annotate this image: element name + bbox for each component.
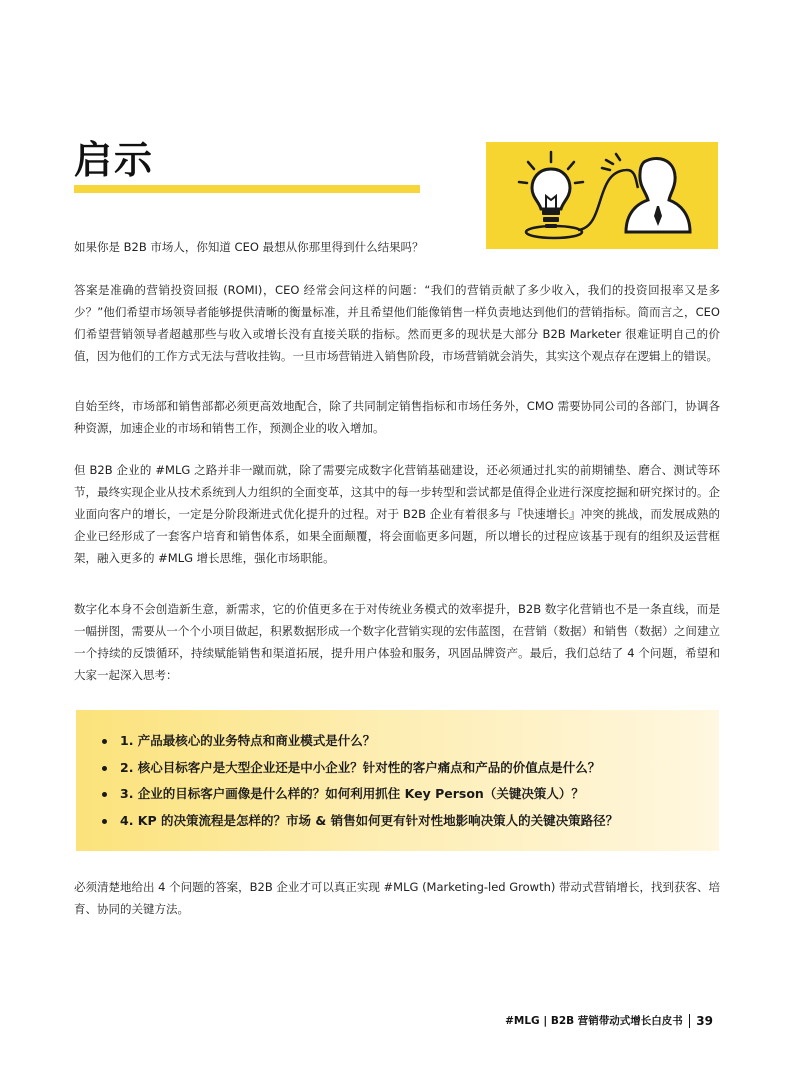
page-title: 启示 (74, 138, 155, 182)
footer-doc-title: #MLG | B2B 营销带动式增长白皮书 (505, 1015, 683, 1027)
body-paragraph-2: 自始至终，市场部和销售部都必须更高效地配合，除了共同制定销售指标和市场任务外，CMO 需要协同公司的各部门，协调各种资源，加速企业的市场和销售工作，预测企业的收入增加。 (74, 399, 720, 435)
footer-divider (689, 1014, 691, 1028)
body-paragraph-1: 答案是准确的营销投资回报 (ROMI)，CEO 经常会问这样的问题：“我们的营销贡献了多少收入，我们的投资回报率又是多少？”他们希望市场领导者能够提供清晰的衡量标准，并且希望他们能像销售一样负责地达到他们的营销指标。简而言之，CEO 们希望营销领导者超越那些与收入或增长没有直接关联的指标。然而更多的现状是大部分 B2B Marketer 很难证明自己的价值，因为他们的工作方式无法与营收挂钩。一旦市场营销进入销售阶段，市场营销就会消失，其实这个观点存在逻辑上的错误。 (74, 283, 720, 363)
bullet-icon (102, 819, 107, 824)
body-paragraph-3: 但 B2B 企业的 #MLG 之路并非一蹴而就，除了需要完成数字化营销基础建设，还必须通过扎实的前期铺垫、磨合、测试等环节，最终实现企业从技术系统到人力组织的全面变革，这其中的每一步转型和尝试都是值得企业进行深度挖掘和研究探讨的。企业面向客户的增长，一定是分阶段渐进式优化提升的过程。对于 B2B 企业有着很多与『快速增长』冲突的挑战，而发展成熟的企业已经形成了一套客户培育和销售体系，如果全面颠覆，将会面临更多问题，所以增长的过程应该基于现有的组织及运营框架，融入更多的 #MLG 增长思维，强化市场职能。 (74, 463, 720, 565)
bullet-icon (102, 792, 107, 797)
body-paragraph-4: 数字化本身不会创造新生意，新需求，它的价值更多在于对传统业务模式的效率提升，B2B 数字化营销也不是一条直线，而是一幅拼图，需要从一个个小项目做起，积累数据形成一个数字化营销实现的宏伟蓝图，在营销（数据）和销售（数据）之间建立一个持续的反馈循环，持续赋能销售和渠道拓展，提升用户体验和服务，巩固品牌资产。最后，我们总结了 4 个问题，希望和大家一起深入思考： (74, 602, 720, 682)
closing-paragraph: 必须清楚地给出 4 个问题的答案，B2B 企业才可以真正实现 #MLG (Marketing-led Growth) 带动式营销增长，找到获客、培育、协同的关键方法。 (74, 880, 721, 916)
bullet-icon (102, 766, 107, 771)
bullet-icon (102, 739, 107, 744)
list-item: 3. 企业的目标客户画像是什么样的？如何利用抓住 Key Person（关键决策人）？ (102, 781, 702, 808)
lightbulb-person-icon (486, 142, 718, 249)
page-number: 39 (696, 1013, 713, 1028)
questions-list (102, 728, 702, 834)
lightbulb-person-illustration (486, 142, 718, 249)
page-footer (505, 1013, 713, 1028)
list-item: 4. KP 的决策流程是怎样的？市场 & 销售如何更有针对性地影响决策人的关键决策路径？ (102, 808, 702, 835)
questions-callout (76, 710, 719, 851)
list-item: 2. 核心目标客户是大型企业还是中小企业？针对性的客户痛点和产品的价值点是什么？ (102, 755, 702, 782)
intro-paragraph: 如果你是 B2B 市场人，你知道 CEO 最想从你那里得到什么结果吗？ (74, 240, 424, 254)
list-item: 1. 产品最核心的业务特点和商业模式是什么？ (102, 728, 702, 755)
title-underline (74, 185, 420, 193)
